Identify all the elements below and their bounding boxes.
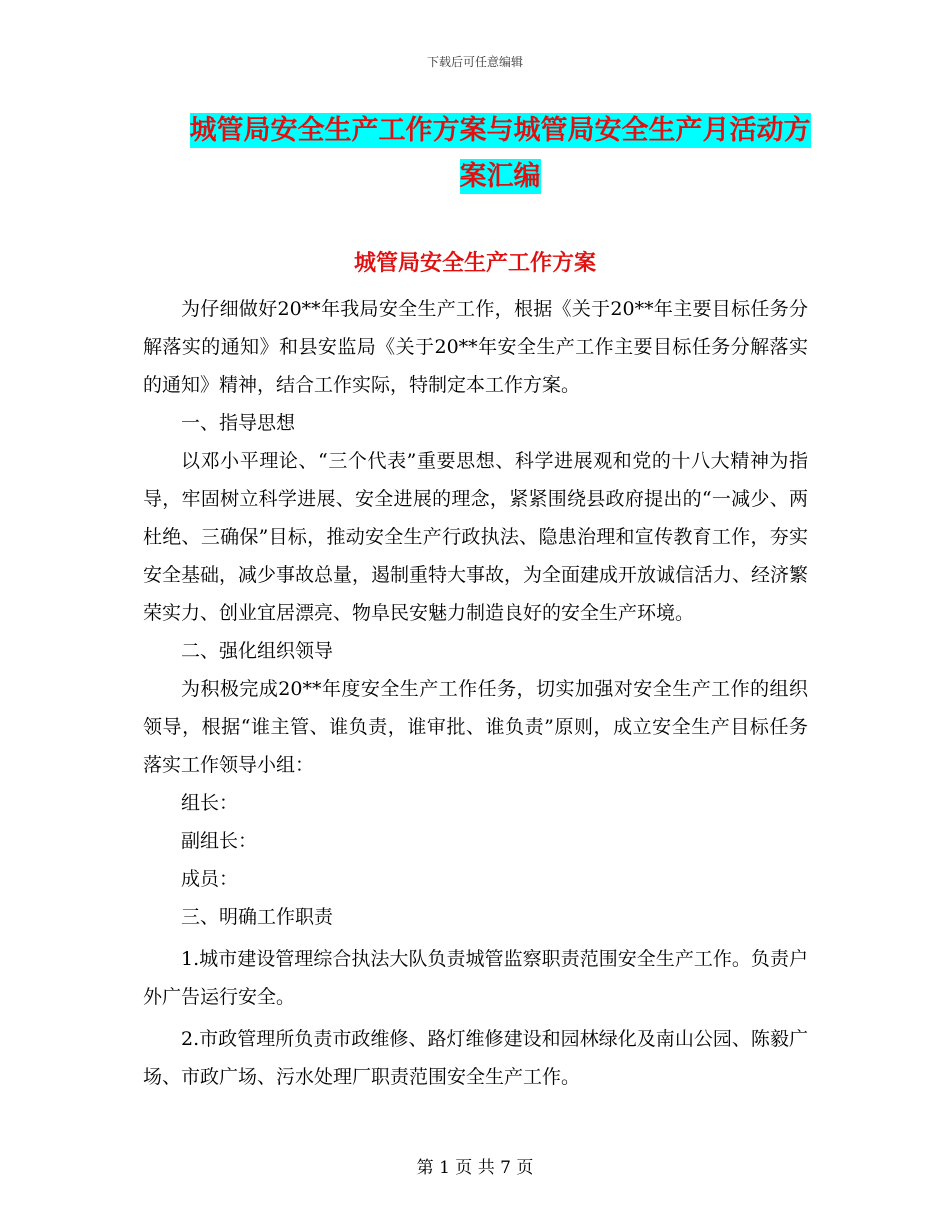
main-title-line2: 案汇编 <box>459 161 541 192</box>
body-text <box>143 290 808 1096</box>
heading-responsibilities: 三、明确工作职责 <box>181 906 334 928</box>
group-members: 成员： <box>181 868 239 890</box>
section-title: 城管局安全生产工作方案 <box>353 250 596 276</box>
main-title <box>140 108 860 200</box>
paragraph-intro: 为仔细做好20**年我局安全生产工作，根据《关于20**年主要目标任务分解落实的通知》和县安监局《关于20**年安全生产工作主要目标任务分解落实的通知》精神，结合工作实际，特制定本工作方案。 <box>143 298 808 396</box>
responsibility-item-2: 2.市政管理所负责市政维修、路灯维修建设和园林绿化及南山公园、陈毅广场、市政广场、污水处理厂职责范围安全生产工作。 <box>143 1028 808 1088</box>
group-leader: 组长： <box>181 792 239 814</box>
responsibility-item-1: 1.城市建设管理综合执法大队负责城管监察职责范围安全生产工作。负责户外广告运行安全。 <box>143 948 808 1008</box>
header-note: 下载后可任意编辑 <box>426 55 523 69</box>
heading-guiding-thought: 一、指导思想 <box>181 412 296 434</box>
main-title-line1: 城管局安全生产工作方案与城管局安全生产月活动方 <box>189 115 811 146</box>
heading-organization: 二、强化组织领导 <box>181 640 334 662</box>
page-indicator: 第 1 页 共 7 页 <box>416 1158 534 1178</box>
paragraph-organization: 为积极完成20**年度安全生产工作任务，切实加强对安全生产工作的组织领导，根据“谁主管、谁负责，谁审批、谁负责”原则，成立安全生产目标任务落实工作领导小组： <box>143 678 808 776</box>
group-deputy-leader: 副组长： <box>181 830 258 852</box>
paragraph-guiding-thought: 以邓小平理论、“三个代表”重要思想、科学进展观和党的十八大精神为指导，牢固树立科学进展、安全进展的理念，紧紧围绕县政府提出的“一减少、两杜绝、三确保”目标，推动安全生产行政执法、隐患治理和宣传教育工作，夯实安全基础，减少事故总量，遏制重特大事故，为全面建成开放诚信活力、经济繁荣实力、创业宜居漂亮、物阜民安魅力制造良好的安全生产环境。 <box>143 450 809 624</box>
